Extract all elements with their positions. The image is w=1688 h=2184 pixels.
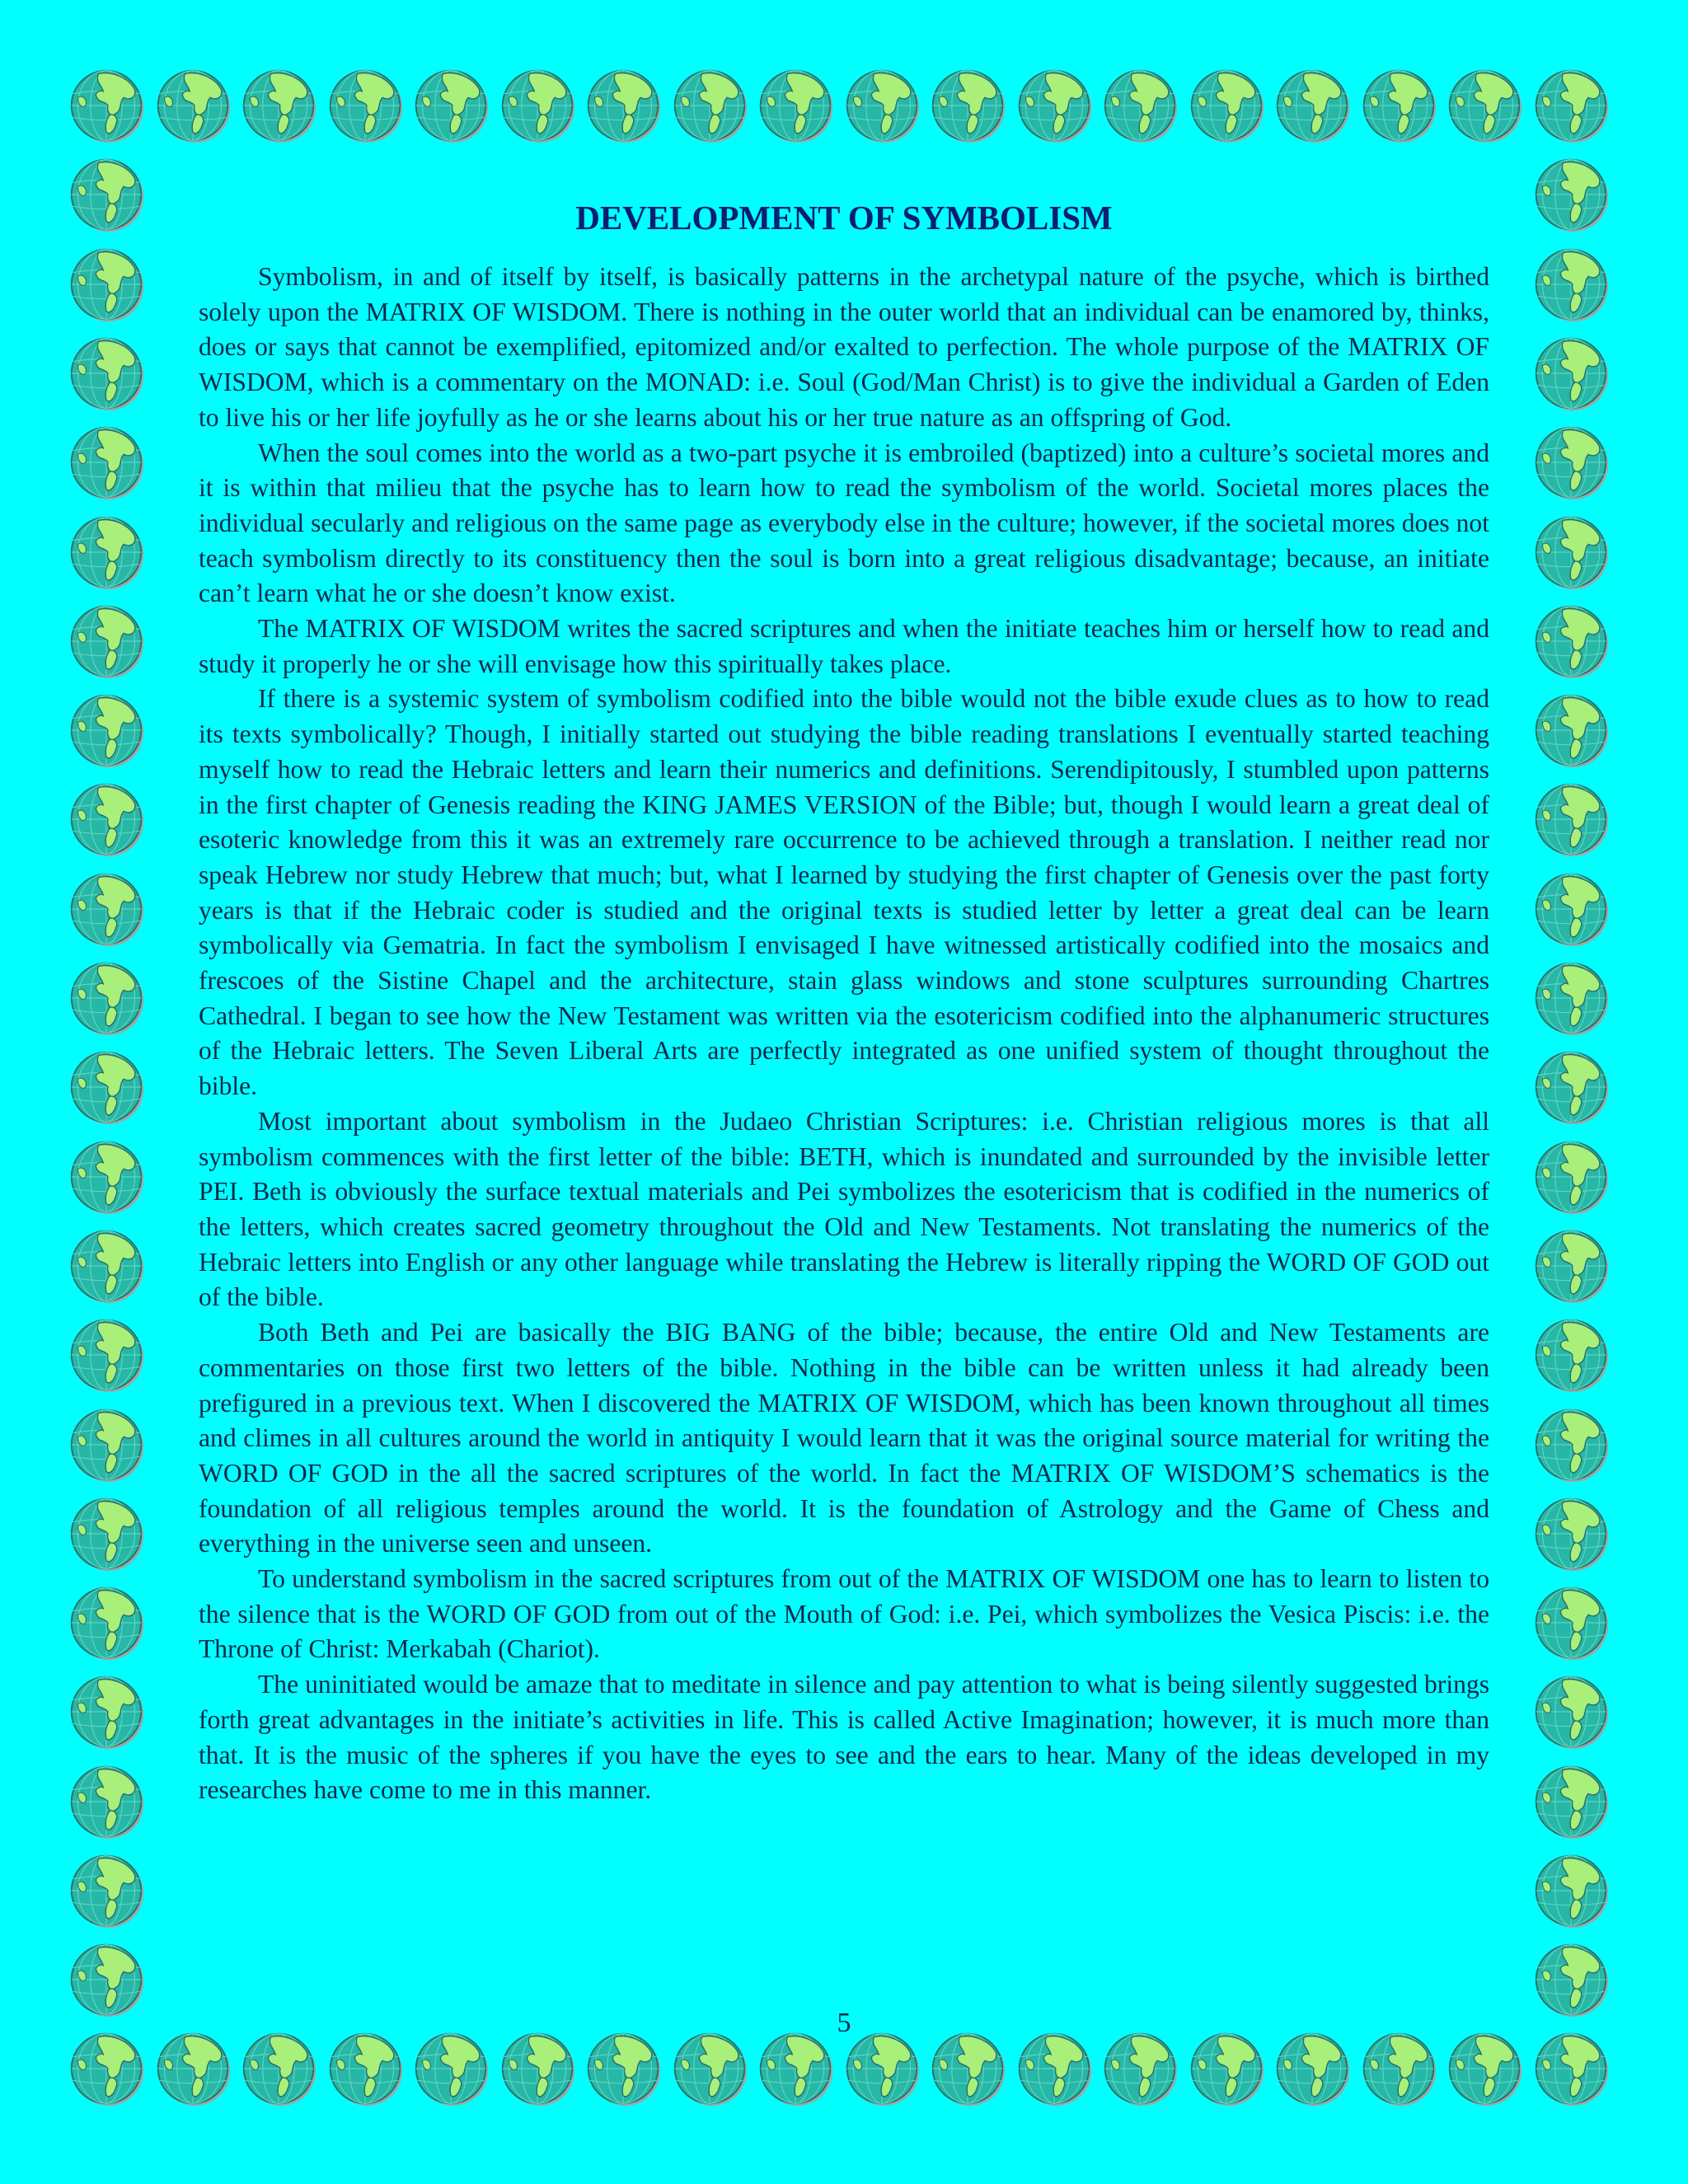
globe-icon	[842, 66, 921, 145]
globe-icon	[326, 66, 405, 145]
globe-icon	[67, 1672, 146, 1751]
globe-icon	[1531, 602, 1611, 681]
globe-icon	[1531, 1405, 1611, 1484]
globe-icon	[1531, 1047, 1611, 1127]
globe-icon	[1531, 66, 1611, 145]
globe-icon	[584, 2029, 663, 2108]
globe-icon	[67, 513, 146, 592]
globe-icon	[756, 66, 835, 145]
globe-icon	[1187, 66, 1266, 145]
globe-icon	[67, 334, 146, 413]
globe-icon	[756, 2029, 835, 2108]
globe-icon	[1445, 2029, 1524, 2108]
globe-icon	[67, 1851, 146, 1930]
globe-icon	[1531, 958, 1611, 1038]
globe-icon	[1100, 2029, 1179, 2108]
paragraph: When the soul comes into the world as a two-part psyche it is embroiled (baptized) into a culture’s societal mores and it is within that milieu that the psyche has to learn how to read the symbolism of the world. Societal mores places the individual secularly and religious on the same page as everybody else in the culture; however, if the societal mores does not teach symbolism directly to its constituency then the soul is born into a great religious disadvantage; because, an initiate can’t learn what he or she doesn’t know exist.	[199, 438, 1489, 608]
globe-icon	[67, 1315, 146, 1394]
globe-icon	[67, 1583, 146, 1662]
globe-icon	[67, 691, 146, 770]
globe-icon	[1531, 1851, 1611, 1930]
paragraph: Both Beth and Pei are basically the BIG BANG of the bible; because, the entire Old and New Testaments are commentaries on those first two letters of the bible. Nothing in the bible can be written unless it had already been prefigured in a previous text. When I discovered the MATRIX OF WISDOM, which has been known throughout all times and climes in all cultures around the world in antiquity I would learn that it was the original source material for writing the WORD OF GOD in the all the sacred scriptures of the world. In fact the MATRIX OF WISDOM’S schematics is the foundation of all religious temples around the world. It is the foundation of Astrology and the Game of Chess and everything in the universe seen and unseen.	[199, 1318, 1489, 1558]
globe-icon	[67, 1762, 146, 1841]
page-number: 5	[837, 2008, 851, 2038]
globe-icon	[1531, 423, 1611, 502]
globe-icon	[67, 66, 146, 145]
globe-icon	[1531, 1494, 1611, 1573]
globe-icon	[1273, 66, 1352, 145]
globe-icon	[1015, 2029, 1094, 2108]
globe-icon	[1015, 66, 1094, 145]
globe-icon	[67, 245, 146, 324]
globe-icon	[67, 1405, 146, 1484]
globe-icon	[1100, 66, 1179, 145]
globe-icon	[1187, 2029, 1266, 2108]
globe-icon	[584, 66, 663, 145]
globe-icon	[1359, 2029, 1438, 2108]
paragraph: To understand symbolism in the sacred scriptures from out of the MATRIX OF WISDOM one has to learn to listen to the silence that is the WORD OF GOD from out of the Mouth of God: i.e. Pei, which symbolizes the Vesica Piscis: i.e. the Throne of Christ: Merkabah (Chariot).	[199, 1564, 1489, 1664]
globe-icon	[326, 2029, 405, 2108]
globe-icon	[1531, 334, 1611, 413]
globe-icon	[67, 2029, 146, 2108]
globe-icon	[67, 869, 146, 949]
globe-icon	[1531, 691, 1611, 770]
globe-icon	[498, 66, 577, 145]
globe-icon	[842, 2029, 921, 2108]
globe-icon	[1531, 245, 1611, 324]
globe-icon	[411, 66, 490, 145]
globe-icon	[1531, 869, 1611, 949]
globe-icon	[1359, 66, 1438, 145]
globe-icon	[67, 780, 146, 859]
globe-icon	[67, 1494, 146, 1573]
globe-icon	[153, 66, 232, 145]
globe-icon	[1531, 780, 1611, 859]
globe-icon	[1531, 1137, 1611, 1216]
globe-icon	[1531, 2029, 1611, 2108]
globe-icon	[928, 66, 1007, 145]
globe-icon	[498, 2029, 577, 2108]
globe-icon	[67, 1047, 146, 1127]
paragraph: Symbolism, in and of itself by itself, is basically patterns in the archetypal nature of the psyche, which is birthed solely upon the MATRIX OF WISDOM. There is nothing in the outer world that an individual can be enamored by, thinks, does or says that cannot be exemplified, epitomized and/or exalted to perfection. The whole purpose of the MATRIX OF WISDOM, which is a commentary on the MONAD: i.e. Soul (God/Man Christ) is to give the individual a Garden of Eden to live his or her life joyfully as he or she learns about his or her true nature as an offspring of God.	[199, 262, 1489, 432]
globe-icon	[67, 958, 146, 1038]
globe-icon	[1531, 1762, 1611, 1841]
globe-icon	[67, 1137, 146, 1216]
globe-icon	[239, 2029, 318, 2108]
globe-icon	[1273, 2029, 1352, 2108]
globe-icon	[67, 1226, 146, 1305]
globe-icon	[1531, 1315, 1611, 1394]
globe-icon	[153, 2029, 232, 2108]
globe-icon	[1445, 66, 1524, 145]
globe-icon	[67, 423, 146, 502]
globe-icon	[1531, 1583, 1611, 1662]
globe-icon	[1531, 1226, 1611, 1305]
paragraph: Most important about symbolism in the Judaeo Christian Scriptures: i.e. Christian religious mores is that all symbolism commences with the first letter of the bible: BETH, which is inundated and surrounded by the invisible letter PEI. Beth is obviously the surface textual materials and Pei symbolizes the esotericism that is codified in the numerics of the letters, which creates sacred geometry throughout the Old and New Testaments. Not translating the numerics of the Hebraic letters into English or any other language while translating the Hebrew is literally ripping the WORD OF GOD out of the bible.	[199, 1106, 1489, 1312]
paragraph: The MATRIX OF WISDOM writes the sacred scriptures and when the initiate teaches him or herself how to read and study it properly he or she will envisage how this spiritually takes place.	[199, 614, 1489, 678]
paragraph: The uninitiated would be amaze that to meditate in silence and pay attention to what is being silently suggested brings forth great advantages in the initiate’s activities in life. This is called Active Imagination; however, it is much more than that. It is the music of the spheres if you have the eyes to see and the ears to hear. Many of the ideas developed in my researches have come to me in this manner.	[199, 1670, 1489, 1805]
globe-icon	[1531, 1672, 1611, 1751]
globe-icon	[239, 66, 318, 145]
globe-icon	[928, 2029, 1007, 2108]
body-text	[199, 260, 1489, 1808]
paragraph: If there is a systemic system of symbolism codified into the bible would not the bible exude clues as to how to read its texts symbolically? Though, I initially started out studying the bible reading translations I eventually started teaching myself how to read the Hebraic letters and learn their numerics and definitions. Serendipitously, I stumbled upon patterns in the first chapter of Genesis reading the KING JAMES VERSION of the Bible; but, though I would learn a great deal of esoteric knowledge from this it was an extremely rare occurrence to be achieved through a translation. I neither read nor speak Hebrew nor study Hebrew that much; but, what I learned by studying the first chapter of Genesis over the past forty years is that if the Hebraic coder is studied and the original texts is studied letter by letter a great deal can be learn symbolically via Gematria. In fact the symbolism I envisaged I have witnessed artistically codified into the mosaics and frescoes of the Sistine Chapel and the architecture, stain glass windows and stone sculptures surrounding Chartres Cathedral. I began to see how the New Testament was written via the esotericism codified into the alphanumeric structures of the Hebraic letters. The Seven Liberal Arts are perfectly integrated as one unified system of thought throughout the bible.	[199, 684, 1489, 1101]
globe-icon	[1531, 513, 1611, 592]
globe-icon	[670, 66, 749, 145]
globe-icon	[411, 2029, 490, 2108]
globe-icon	[670, 2029, 749, 2108]
globe-icon	[67, 602, 146, 681]
page-title: DEVELOPMENT OF SYMBOLISM	[575, 199, 1113, 237]
